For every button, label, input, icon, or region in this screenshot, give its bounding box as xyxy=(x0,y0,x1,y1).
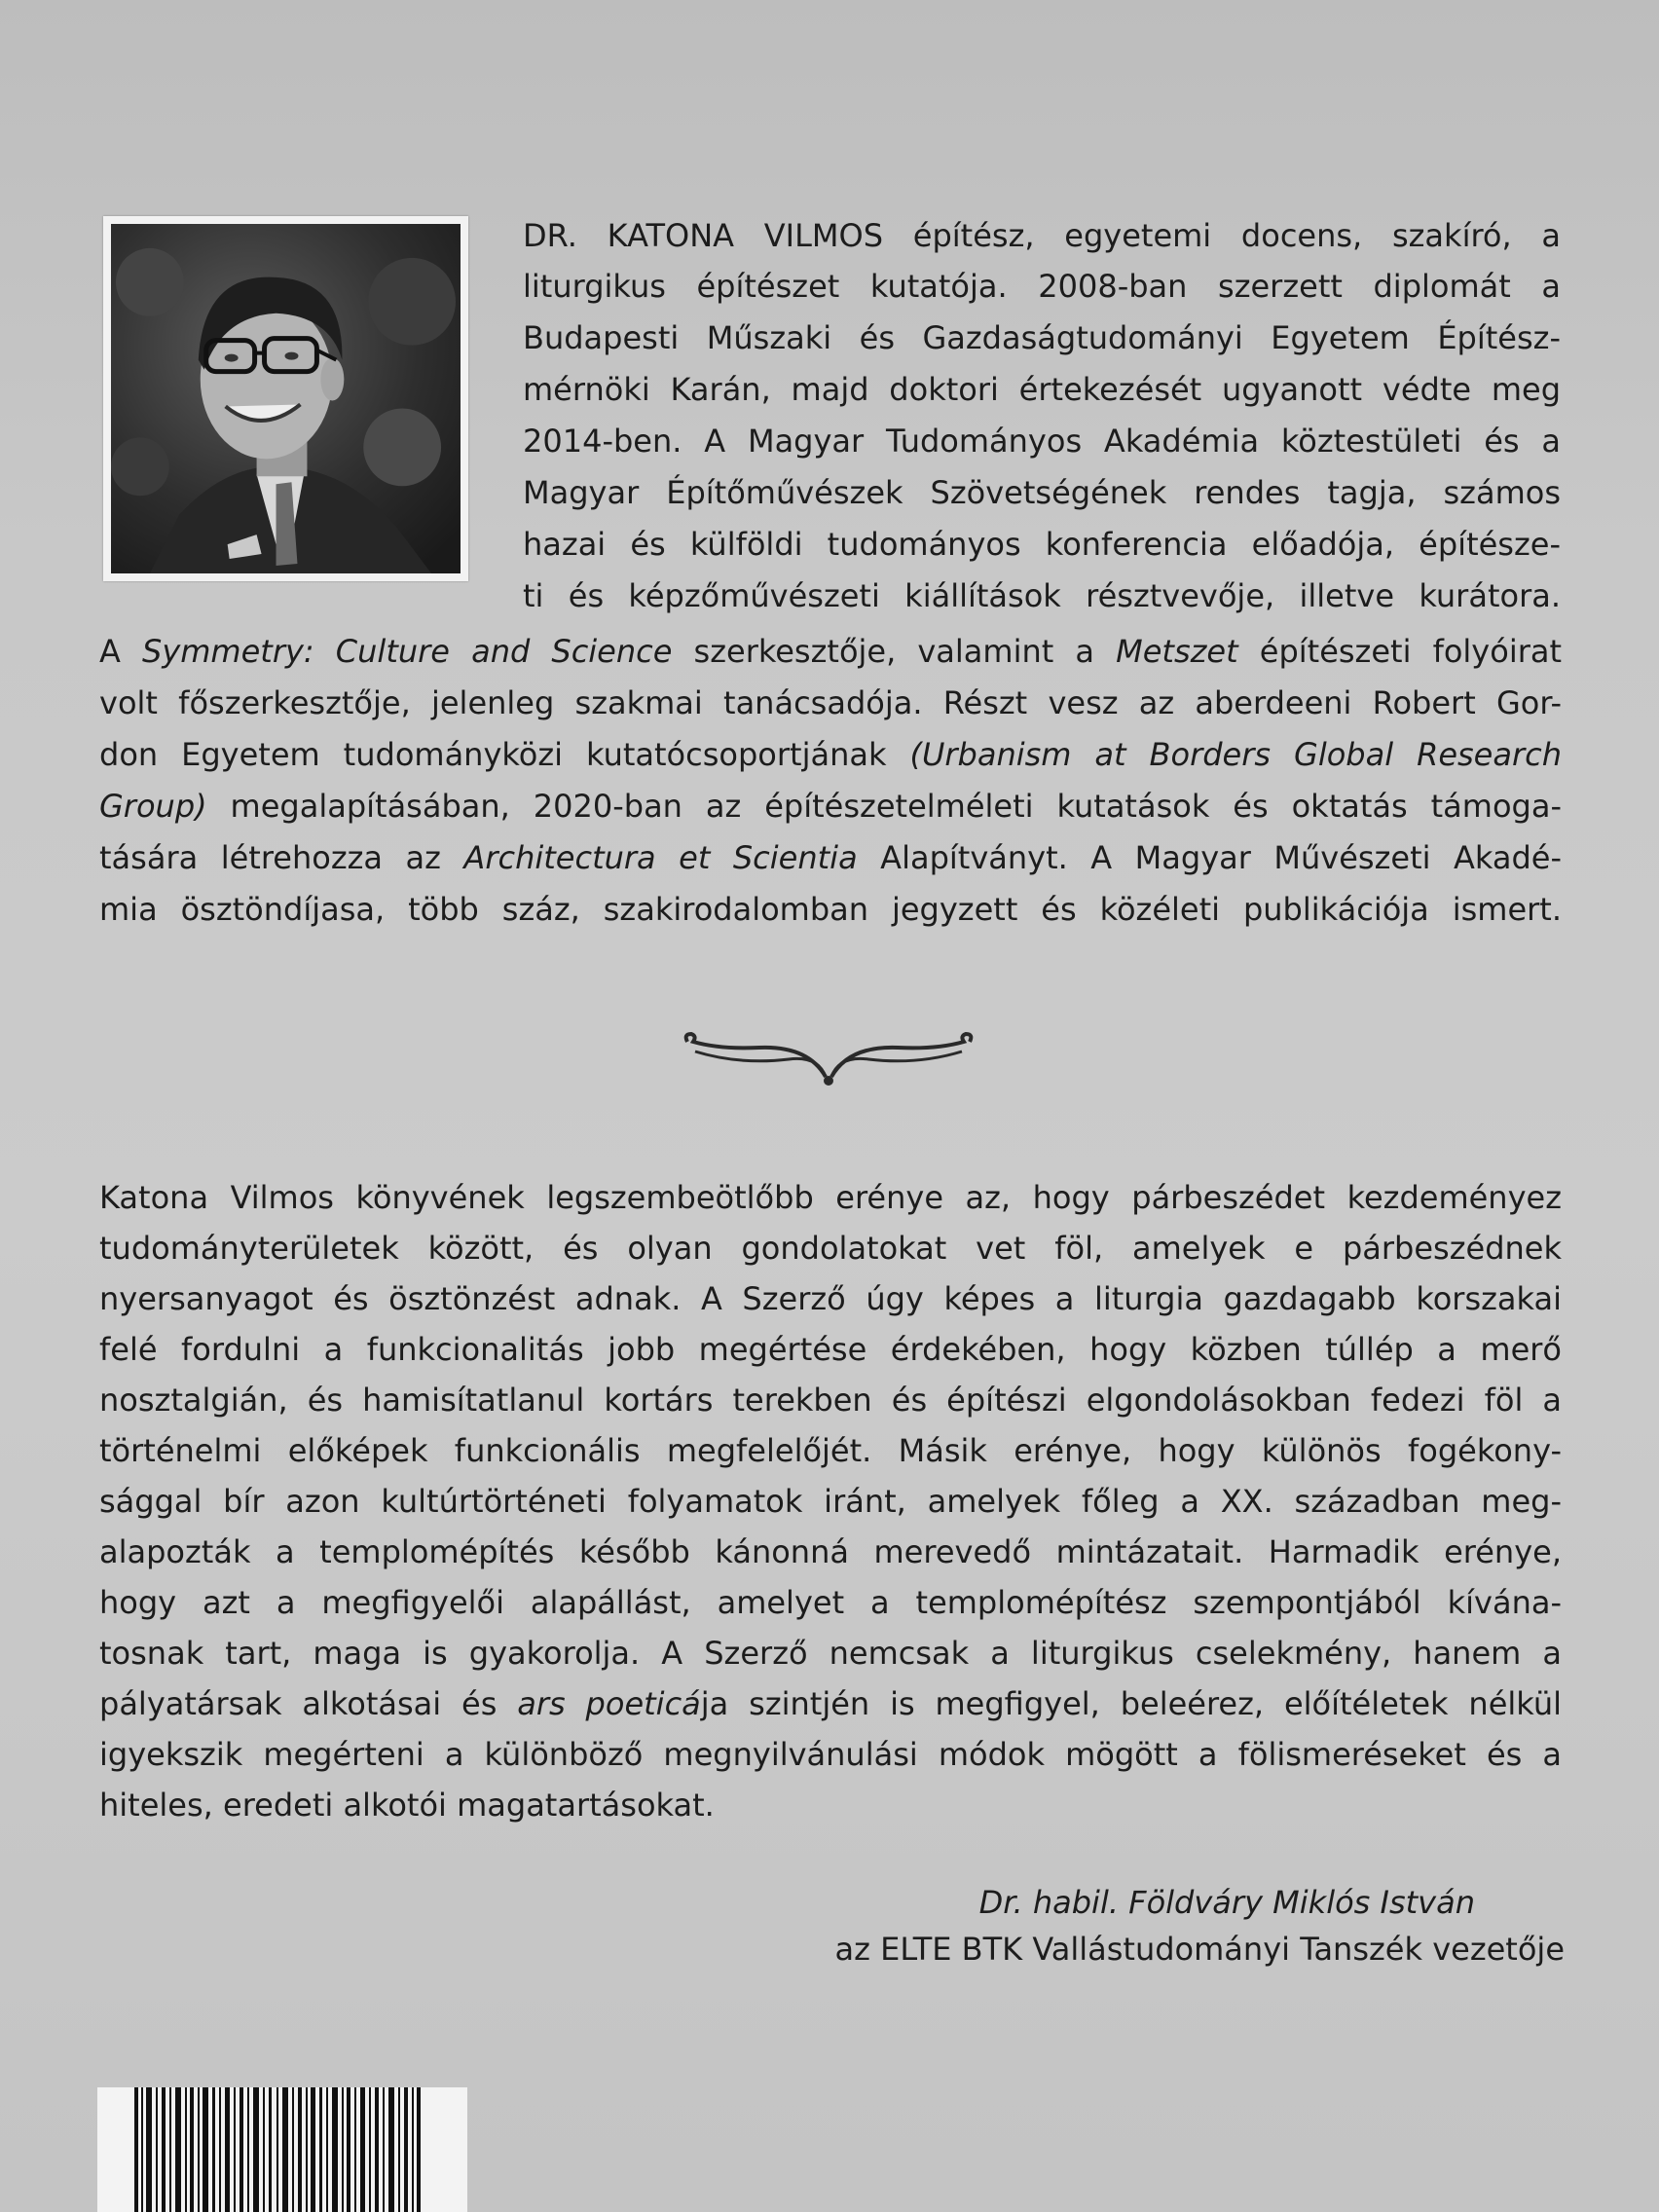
bio-line-3: Budapesti Műszaki és Gazdaságtudományi Egyetem Építész- xyxy=(523,319,1561,356)
journal-title-metszet: Metszet xyxy=(1116,633,1238,670)
bio-continuation xyxy=(99,626,1562,936)
journal-title-symmetry: Symmetry: Culture and Science xyxy=(142,633,673,670)
barcode xyxy=(97,2087,467,2212)
author-photo xyxy=(103,216,468,581)
reviewer-name: Dr. habil. Földváry Miklós István xyxy=(978,1884,1475,1921)
author-portrait-image xyxy=(111,224,461,573)
review-line-11: pályatársak alkotásai és ars poeticája szintjén is megfigyel, beleérez, előítéletek nélkül xyxy=(99,1685,1562,1722)
bio-line-6: Magyar Építőművészek Szövetségének rendes tagja, számos xyxy=(523,474,1561,511)
review-line-9: hogy azt a megfigyelői alapállást, amelyet a templomépítész szempontjából kívána- xyxy=(99,1584,1562,1621)
review-line-13: hiteles, eredeti alkotói magatartásokat. xyxy=(99,1787,715,1824)
review-line-7: sággal bír azon kultúrtörténeti folyamatok iránt, amelyek főleg a XX. században meg- xyxy=(99,1483,1562,1520)
bio-line-7: hazai és külföldi tudományos konferencia előadója, építésze- xyxy=(523,526,1561,563)
barcode-icon xyxy=(97,2087,467,2212)
review-line-2: tudományterületek között, és olyan gondolatokat vet föl, amelyek e párbeszédnek xyxy=(99,1230,1562,1267)
bio-line-2: liturgikus építészet kutatója. 2008-ban szerzett diplomát a xyxy=(523,268,1561,305)
ornament-divider-icon xyxy=(682,1030,976,1090)
review-line-10: tosnak tart, maga is gyakorolja. A Szerző nemcsak a liturgikus cselekmény, hanem a xyxy=(99,1635,1562,1672)
review-line-6: történelmi előképek funkcionális megfelelőjét. Másik erénye, hogy különös fogékony- xyxy=(99,1432,1562,1469)
bio-line-11: don Egyetem tudományközi kutatócsoportjának (Urbanism at Borders Global Research xyxy=(99,736,1562,773)
bio-line-5: 2014-ben. A Magyar Tudományos Akadémia köztestületi és a xyxy=(523,423,1561,460)
review-line-5: nosztalgián, és hamisítatlanul kortárs terekben és építészi elgondolásokban fedezi föl a xyxy=(99,1382,1562,1419)
bio-line-14: mia ösztöndíjasa, több száz, szakirodalomban jegyzett és közéleti publikációja ismert. xyxy=(99,891,1562,928)
review-line-12: igyekszik megérteni a különböző megnyilvánulási módok mögött a fölismeréseket és a xyxy=(99,1736,1562,1773)
bio-line-12: Group) megalapításában, 2020-ban az építészetelméleti kutatások és oktatás támoga- xyxy=(99,788,1562,825)
bio-line-4: mérnöki Karán, majd doktori értekezését ugyanott védte meg xyxy=(523,371,1561,408)
reviewer-role: az ELTE BTK Vallástudományi Tanszék vezetője xyxy=(834,1931,1565,1968)
review-line-1: Katona Vilmos könyvének legszembeötlőbb erénye az, hogy párbeszédet kezdeményez xyxy=(99,1179,1562,1216)
review-text xyxy=(99,1172,1562,1830)
review-line-3: nyersanyagot és ösztönzést adnak. A Szerző úgy képes a liturgia gazdagabb korszakai xyxy=(99,1280,1562,1317)
foundation-name: Architectura et Scientia xyxy=(463,839,858,876)
review-line-8: alapozták a templomépítés később kánonná merevedő mintázatait. Harmadik erénye, xyxy=(99,1533,1562,1570)
bio-line-1: DR. KATONA VILMOS építész, egyetemi docens, szakíró, a xyxy=(523,217,1561,254)
research-group-name: (Urbanism at Borders Global Research xyxy=(909,736,1562,773)
bio-line-10: volt főszerkesztője, jelenleg szakmai tanácsadója. Részt vesz az aberdeeni Robert Gor- xyxy=(99,684,1562,721)
ars-poetica-term: ars poeticá xyxy=(517,1685,701,1722)
bio-line-9: A Symmetry: Culture and Science szerkesztője, valamint a Metszet építészeti folyóirat xyxy=(99,633,1562,670)
bio-line-13: tására létrehozza az Architectura et Scientia Alapítványt. A Magyar Művészeti Akadé- xyxy=(99,839,1562,876)
bio-line-8: ti és képzőművészeti kiállítások résztvevője, illetve kurátora. xyxy=(523,577,1561,614)
review-line-4: felé fordulni a funkcionalitás jobb megértése érdekében, hogy közben túllép a merő xyxy=(99,1331,1562,1368)
review-signature xyxy=(835,1879,1565,1972)
